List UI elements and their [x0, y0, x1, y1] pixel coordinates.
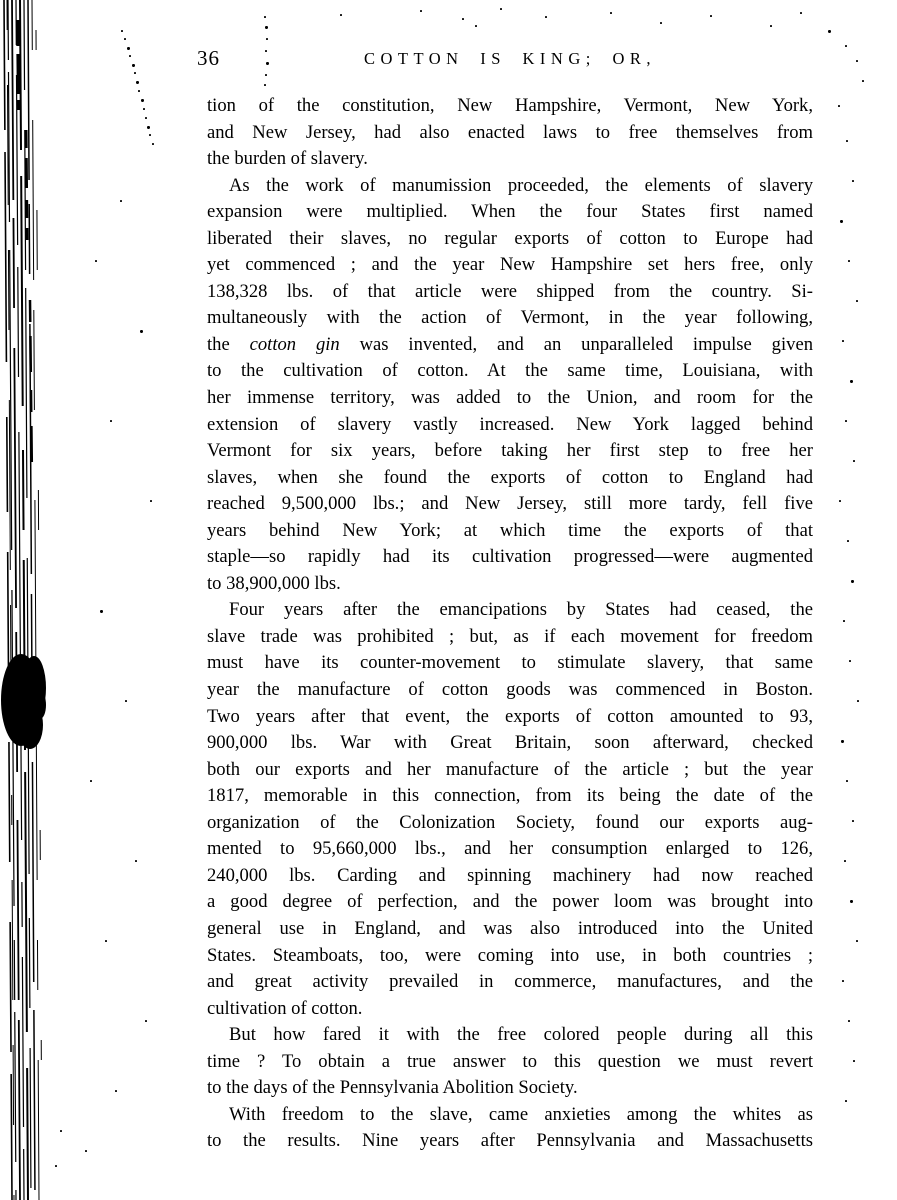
text-segment: multaneously with the action of Vermont, in the year following,	[207, 307, 813, 329]
speck-dot	[841, 740, 844, 743]
text-segment: organization of the Colonization Society, found our exports aug-	[207, 811, 813, 833]
speck-dot	[140, 330, 143, 333]
speck-dot	[120, 200, 122, 202]
text-segment: With freedom to the slave, came anxieties among the whites as	[229, 1103, 813, 1125]
text-line	[207, 916, 813, 943]
paragraph	[207, 93, 813, 173]
text-line	[207, 783, 813, 810]
text-line	[207, 199, 813, 226]
speck-dot	[95, 260, 97, 262]
text-segment: yet commenced ; and the year New Hampshire set hers free, only	[207, 254, 813, 276]
text-line	[207, 969, 813, 996]
speck-dot	[129, 55, 131, 57]
speck-dot	[851, 580, 854, 583]
text-line	[207, 93, 813, 120]
text-segment: to the cultivation of cotton. At the same time, Louisiana, with	[207, 360, 813, 382]
text-segment: 1817, memorable in this connection, from its being the date of the	[207, 785, 813, 807]
speck-dot	[264, 16, 266, 18]
speck-dot	[105, 940, 107, 942]
speck-dot	[840, 220, 843, 223]
text-segment: Four years after the emancipations by States had ceased, the	[229, 599, 813, 621]
speck-dot	[134, 72, 136, 74]
speck-dot	[852, 180, 854, 182]
speck-dot	[500, 8, 502, 10]
text-line	[207, 412, 813, 439]
text-line	[207, 889, 813, 916]
speck-dot	[852, 820, 854, 822]
text-line	[207, 332, 813, 359]
speck-dot	[124, 38, 126, 40]
speck-dot	[145, 1020, 147, 1022]
speck-dot	[420, 10, 422, 12]
speck-dot	[845, 45, 847, 47]
text-segment: mented to 95,660,000 lbs., and her consumption enlarged to 126,	[207, 838, 813, 860]
speck-dot	[857, 700, 859, 702]
binding-gutter-artifact	[0, 0, 100, 1200]
text-segment: 900,000 lbs. War with Great Britain, soon afterward, checked	[207, 732, 813, 754]
text-line	[207, 650, 813, 677]
speck-dot	[143, 108, 145, 110]
speck-dot	[462, 18, 464, 20]
speck-dot	[266, 38, 268, 40]
speck-dot	[828, 30, 831, 33]
text-segment: States. Steamboats, too, were coming into use, in both countries ;	[207, 944, 813, 966]
speck-dot	[60, 1130, 62, 1132]
speck-dot	[800, 12, 802, 14]
text-segment: and New Jersey, had also enacted laws to free themselves from	[207, 121, 813, 143]
speck-dot	[853, 1060, 855, 1062]
text-segment: 138,328 lbs. of that article were shipped from the country. Si-	[207, 280, 813, 302]
speck-dot	[90, 780, 92, 782]
text-segment: slave trade was prohibited ; but, as if each movement for freedom	[207, 625, 813, 647]
text-segment: tion of the constitution, New Hampshire, Vermont, New York,	[207, 95, 813, 116]
text-line	[207, 385, 813, 412]
speck-dot	[110, 420, 112, 422]
text-line	[207, 1102, 813, 1129]
speck-dot	[132, 64, 135, 67]
text-segment: the	[207, 333, 250, 355]
speck-dot	[147, 126, 150, 129]
page-number: 36	[197, 46, 220, 70]
text-line	[207, 438, 813, 465]
speck-dot	[265, 26, 268, 29]
speck-dot	[843, 620, 845, 622]
text-segment: staple—so rapidly had its cultivation progressed—were augmented	[207, 546, 813, 568]
text-line	[207, 597, 813, 624]
text-line	[207, 863, 813, 890]
text-line	[207, 358, 813, 385]
speck-dot	[848, 260, 850, 262]
ink-blob-artifact	[1, 654, 46, 749]
running-title: COTTON IS KING; OR,	[363, 49, 657, 68]
text-segment: to the results. Nine years after Pennsylvania and Massachusetts	[207, 1130, 813, 1152]
text-segment: years behind New York; at which time the exports of that	[207, 519, 813, 541]
speck-dot	[838, 105, 840, 107]
speck-dot	[127, 47, 130, 50]
text-segment: As the work of manumission proceeded, the elements of slavery	[229, 174, 813, 196]
speck-dot	[141, 99, 144, 102]
text-line	[207, 491, 813, 518]
text-segment: reached 9,500,000 lbs.; and New Jersey, still more tardy, fell five	[207, 493, 813, 515]
speck-dot	[844, 860, 846, 862]
speck-dot	[845, 1100, 847, 1102]
text-segment: slaves, when she found the exports of cotton to England had	[207, 466, 813, 488]
text-segment: the burden of slavery.	[207, 148, 368, 170]
speck-dot	[125, 700, 127, 702]
speck-dot	[135, 860, 137, 862]
speck-dot	[85, 1150, 87, 1152]
text-line	[207, 1022, 813, 1049]
text-line	[207, 704, 813, 731]
text-line	[207, 544, 813, 571]
paragraph	[207, 173, 813, 598]
text-segment: must have its counter-movement to stimulate slavery, that same	[207, 652, 813, 674]
paragraph	[207, 597, 813, 1022]
speck-dot	[849, 660, 851, 662]
italic-text: cotton gin	[249, 333, 340, 355]
speck-dot	[856, 940, 858, 942]
speck-dot	[100, 610, 103, 613]
body-text	[207, 93, 813, 1155]
text-line	[207, 571, 813, 598]
text-segment: But how fared it with the free colored people during all this	[229, 1024, 813, 1046]
text-line	[207, 624, 813, 651]
speck-dot	[710, 15, 712, 17]
speck-dot	[149, 134, 151, 136]
text-segment: 240,000 lbs. Carding and spinning machinery had now reached	[207, 864, 813, 886]
speck-dot	[145, 117, 147, 119]
speck-dot	[115, 1090, 117, 1092]
speck-dot	[660, 22, 662, 24]
text-line	[207, 1128, 813, 1155]
text-line	[207, 836, 813, 863]
speck-dot	[770, 25, 772, 27]
speck-dot	[152, 143, 154, 145]
page-header	[197, 44, 813, 74]
paragraph	[207, 1022, 813, 1102]
text-segment: year the manufacture of cotton goods was commenced in Boston.	[207, 679, 813, 701]
text-line	[207, 677, 813, 704]
text-segment: to the days of the Pennsylvania Abolition Society.	[207, 1077, 578, 1099]
speck-dot	[862, 80, 864, 82]
text-line	[207, 1049, 813, 1076]
speck-dot	[340, 14, 342, 16]
text-line	[207, 943, 813, 970]
speck-dot	[848, 1020, 850, 1022]
speck-dot	[856, 300, 858, 302]
text-segment: Two years after that event, the exports of cotton amounted to 93,	[207, 705, 813, 727]
text-segment: general use in England, and was also introduced into the United	[207, 917, 813, 939]
speck-dot	[150, 500, 152, 502]
text-line	[207, 465, 813, 492]
text-line	[207, 757, 813, 784]
text-segment: extension of slavery vastly increased. New York lagged behind	[207, 413, 813, 435]
speck-dot	[856, 60, 858, 62]
speck-dot	[136, 81, 139, 84]
text-line	[207, 146, 813, 173]
text-line	[207, 810, 813, 837]
speck-dot	[264, 84, 266, 86]
text-line	[207, 120, 813, 147]
paragraph	[207, 1102, 813, 1155]
text-segment: and great activity prevailed in commerce, manufactures, and the	[207, 971, 813, 993]
text-segment: a good degree of perfection, and the power loom was brought into	[207, 891, 813, 913]
text-line	[207, 305, 813, 332]
speck-dot	[847, 540, 849, 542]
text-segment: Vermont for six years, before taking her first step to free her	[207, 440, 813, 462]
speck-dot	[265, 74, 267, 76]
text-line	[207, 173, 813, 200]
text-line	[207, 518, 813, 545]
speck-dot	[545, 16, 547, 18]
speck-dot	[121, 30, 123, 32]
text-line	[207, 252, 813, 279]
text-line	[207, 996, 813, 1023]
text-line	[207, 730, 813, 757]
text-segment: time ? To obtain a true answer to this question we must revert	[207, 1050, 813, 1072]
speck-dot	[846, 140, 848, 142]
speck-dot	[610, 12, 612, 14]
text-segment: cultivation of cotton.	[207, 997, 363, 1019]
speck-dot	[845, 420, 847, 422]
speck-dot	[842, 340, 844, 342]
speck-dot	[839, 500, 841, 502]
text-line	[207, 279, 813, 306]
text-segment: both our exports and her manufacture of the article ; but the year	[207, 758, 813, 780]
text-line	[207, 1075, 813, 1102]
speck-dot	[842, 980, 844, 982]
text-segment: liberated their slaves, no regular exports of cotton to Europe had	[207, 227, 813, 249]
speck-dot	[846, 780, 848, 782]
text-segment: to 38,900,000 lbs.	[207, 572, 341, 594]
speck-dot	[55, 1165, 57, 1167]
text-segment: was invented, and an unparalleled impulse given	[339, 333, 813, 355]
text-line	[207, 226, 813, 253]
speck-dot	[850, 380, 853, 383]
speck-dot	[475, 25, 477, 27]
speck-dot	[138, 90, 140, 92]
speck-dot	[853, 460, 855, 462]
speck-dot	[850, 900, 853, 903]
text-segment: expansion were multiplied. When the four States first named	[207, 201, 813, 223]
text-segment: her immense territory, was added to the Union, and room for the	[207, 387, 813, 409]
